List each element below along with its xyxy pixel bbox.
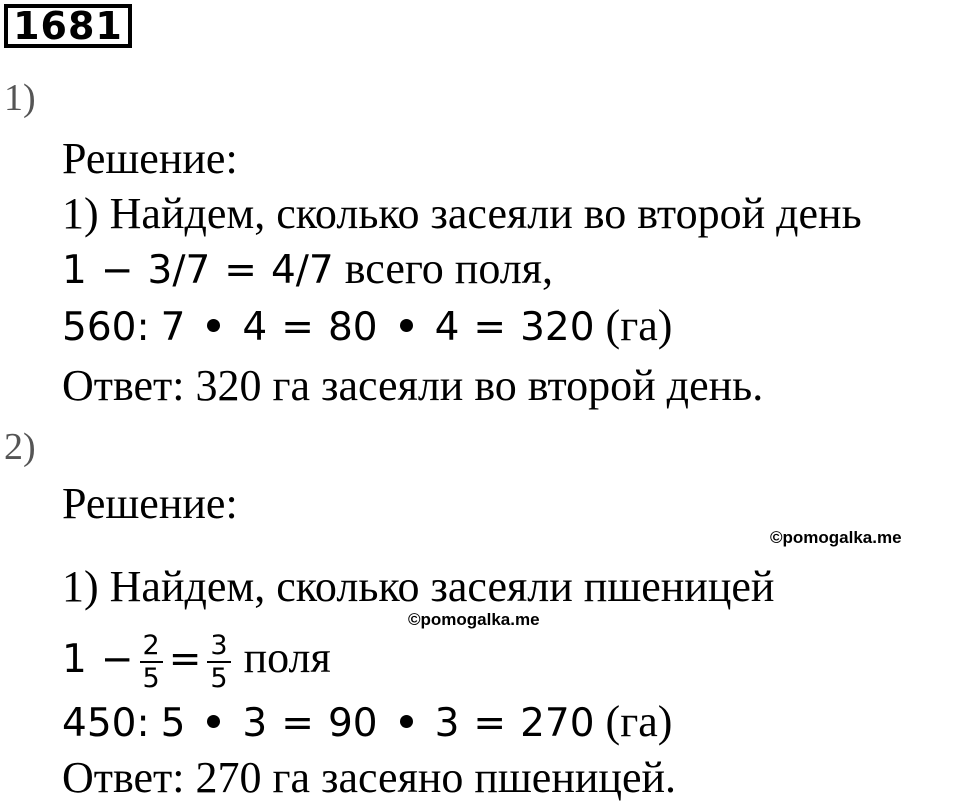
equals-sign: = bbox=[224, 248, 257, 293]
fraction-numerator: 3 bbox=[207, 630, 230, 663]
eq-tail: всего поля, bbox=[344, 244, 553, 293]
eq-term: 3/7 bbox=[147, 248, 211, 293]
eq-term: 320 bbox=[520, 305, 595, 350]
minus-sign: − bbox=[100, 248, 134, 293]
eq-term: 7 bbox=[160, 305, 186, 350]
part-2-label: 2) bbox=[4, 426, 36, 468]
eq-term: 3 bbox=[434, 701, 460, 746]
unit: (га) bbox=[605, 697, 673, 746]
eq-term: 90 bbox=[327, 701, 378, 746]
part-1-step: 1) Найдем, сколько засеяли во второй день bbox=[62, 189, 862, 238]
part-1-equation-1 bbox=[62, 245, 553, 295]
fraction-3-5 bbox=[207, 630, 230, 694]
eq-term: 4 bbox=[434, 305, 460, 350]
eq-tail: поля bbox=[243, 633, 331, 682]
unit: (га) bbox=[605, 301, 673, 350]
equals-sign: = bbox=[168, 637, 202, 682]
eq-term: 1 bbox=[62, 637, 87, 682]
equals-sign: = bbox=[281, 701, 314, 746]
fraction-denominator: 5 bbox=[142, 662, 160, 694]
part-1-label: 1) bbox=[4, 77, 36, 119]
equals-sign: = bbox=[281, 305, 314, 350]
part-2-solution-heading: Решение: bbox=[62, 479, 238, 528]
watermark: ©pomogalka.me bbox=[408, 610, 540, 629]
equals-sign: = bbox=[473, 701, 507, 746]
eq-term: 560: bbox=[62, 305, 150, 350]
eq-term: 80 bbox=[327, 305, 378, 350]
multiply-dot-icon bbox=[400, 319, 413, 332]
fraction-numerator: 2 bbox=[140, 630, 163, 663]
multiply-dot-icon bbox=[207, 319, 220, 332]
part-2-equation-1 bbox=[62, 620, 331, 698]
eq-term: 3 bbox=[242, 701, 268, 746]
multiply-dot-icon bbox=[400, 715, 413, 728]
eq-term: 270 bbox=[520, 701, 595, 746]
equals-sign: = bbox=[473, 305, 507, 350]
part-2-equation-2 bbox=[62, 698, 672, 748]
eq-term: 4 bbox=[242, 305, 268, 350]
part-1-answer: Ответ: 320 га засеяли во второй день. bbox=[62, 361, 764, 410]
fraction-2-5 bbox=[140, 630, 163, 694]
problem-number: 1681 bbox=[4, 4, 132, 48]
watermark: ©pomogalka.me bbox=[770, 528, 902, 547]
eq-term: 1 bbox=[62, 248, 87, 293]
multiply-dot-icon bbox=[207, 715, 220, 728]
eq-term: 5 bbox=[160, 701, 186, 746]
eq-term: 450: bbox=[62, 701, 150, 746]
fraction-denominator: 5 bbox=[210, 662, 228, 694]
part-1-equation-2 bbox=[62, 302, 672, 352]
part-2-step: 1) Найдем, сколько засеяли пшеницей bbox=[62, 562, 775, 611]
eq-term: 4/7 bbox=[270, 248, 334, 293]
minus-sign: − bbox=[100, 637, 134, 682]
part-1-solution-heading: Решение: bbox=[62, 134, 238, 183]
part-2-answer: Ответ: 270 га засеяно пшеницей. bbox=[62, 753, 677, 802]
